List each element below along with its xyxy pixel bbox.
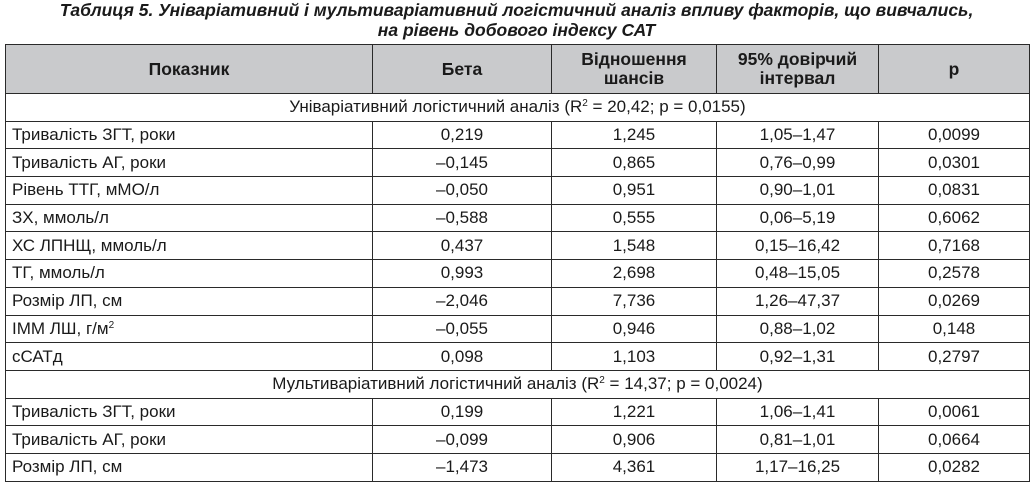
- header-odds-line-1: Відношення: [581, 49, 687, 69]
- cell-p-value: 0,0282: [879, 453, 1030, 481]
- cell-beta: –0,055: [373, 315, 552, 343]
- cell-indicator: [6, 204, 373, 232]
- section-row: [6, 370, 1030, 398]
- cell-p-value: 0,0061: [879, 398, 1030, 426]
- cell-beta: 0,437: [373, 232, 552, 260]
- cell-confidence-interval: 1,17–16,25: [717, 453, 879, 481]
- cell-indicator: [6, 287, 373, 315]
- header-ci-line-1: 95% довірчий: [737, 49, 858, 69]
- section-title: [6, 370, 1030, 398]
- section-title-superscript: 2: [599, 375, 605, 387]
- table-row: [6, 426, 1030, 454]
- indicator-name: Тривалість ЗГТ, роки: [12, 401, 176, 421]
- cell-indicator: [6, 121, 373, 149]
- cell-odds-ratio: 0,555: [552, 204, 717, 232]
- cell-beta: 0,219: [373, 121, 552, 149]
- cell-confidence-interval: 0,88–1,02: [717, 315, 879, 343]
- cell-indicator: [6, 398, 373, 426]
- cell-odds-ratio: 0,906: [552, 426, 717, 454]
- cell-beta: 0,098: [373, 343, 552, 371]
- header-odds-ratio: [552, 45, 717, 94]
- cell-confidence-interval: 1,06–1,41: [717, 398, 879, 426]
- indicator-name: Тривалість ЗГТ, роки: [12, 125, 176, 145]
- cell-p-value: 0,0301: [879, 149, 1030, 177]
- cell-indicator: [6, 315, 373, 343]
- table-row: [6, 204, 1030, 232]
- indicator-name: Рівень ТТГ, мМО/л: [12, 180, 160, 200]
- table-header: [6, 45, 1030, 94]
- cell-odds-ratio: 0,865: [552, 149, 717, 177]
- cell-odds-ratio: 0,951: [552, 177, 717, 205]
- cell-p-value: 0,2797: [879, 343, 1030, 371]
- header-beta: Бета: [373, 45, 552, 94]
- cell-odds-ratio: 2,698: [552, 260, 717, 288]
- cell-beta: –0,099: [373, 426, 552, 454]
- section-title-superscript: 2: [582, 98, 588, 110]
- table-row: [6, 149, 1030, 177]
- cell-p-value: 0,7168: [879, 232, 1030, 260]
- cell-confidence-interval: 0,48–15,05: [717, 260, 879, 288]
- cell-odds-ratio: 1,103: [552, 343, 717, 371]
- cell-indicator: [6, 260, 373, 288]
- cell-confidence-interval: 1,26–47,37: [717, 287, 879, 315]
- cell-p-value: 0,0099: [879, 121, 1030, 149]
- section-title-text: Уніваріативний логістичний аналіз (R: [289, 97, 583, 117]
- indicator-unit-superscript: 2: [108, 319, 115, 331]
- cell-p-value: 0,0664: [879, 426, 1030, 454]
- cell-odds-ratio: 1,221: [552, 398, 717, 426]
- cell-indicator: [6, 232, 373, 260]
- cell-beta: –1,473: [373, 453, 552, 481]
- indicator-name: Тривалість АГ, роки: [12, 429, 166, 449]
- table-row: [6, 260, 1030, 288]
- header-indicator: Показник: [6, 45, 373, 94]
- cell-beta: 0,199: [373, 398, 552, 426]
- cell-confidence-interval: 1,05–1,47: [717, 121, 879, 149]
- section-title: [6, 94, 1030, 122]
- section-row: [6, 94, 1030, 122]
- header-p-value: р: [879, 45, 1030, 94]
- indicator-name: сСАТд: [12, 346, 63, 366]
- table-row: [6, 121, 1030, 149]
- cell-indicator: [6, 426, 373, 454]
- cell-odds-ratio: 4,361: [552, 453, 717, 481]
- table-row: [6, 287, 1030, 315]
- table-body: [6, 94, 1030, 482]
- cell-indicator: [6, 453, 373, 481]
- cell-beta: 0,993: [373, 260, 552, 288]
- section-title-text: Мультиваріативний логістичний аналіз (R: [272, 374, 600, 394]
- caption-line-2: на рівень добового індексу САТ: [377, 20, 656, 40]
- logistic-analysis-table: [5, 44, 1030, 482]
- cell-confidence-interval: 0,81–1,01: [717, 426, 879, 454]
- section-title-stats: = 20,42; р = 0,0155): [587, 97, 746, 117]
- table-row: [6, 177, 1030, 205]
- cell-beta: –0,145: [373, 149, 552, 177]
- cell-confidence-interval: 0,76–0,99: [717, 149, 879, 177]
- cell-indicator: [6, 343, 373, 371]
- indicator-name: Тривалість АГ, роки: [12, 152, 166, 172]
- cell-beta: –2,046: [373, 287, 552, 315]
- header-confidence-interval: [717, 45, 879, 94]
- table-row: [6, 232, 1030, 260]
- table-caption: [0, 0, 1033, 40]
- table-row: [6, 343, 1030, 371]
- header-odds-line-2: шансів: [603, 68, 665, 88]
- indicator-name: ІММ ЛШ, г/м: [12, 318, 109, 338]
- cell-odds-ratio: 0,946: [552, 315, 717, 343]
- indicator-name: ХС ЛПНЩ, ммоль/л: [12, 235, 167, 255]
- cell-p-value: 0,6062: [879, 204, 1030, 232]
- cell-odds-ratio: 1,548: [552, 232, 717, 260]
- indicator-name: Розмір ЛП, см: [12, 291, 123, 311]
- table-row: [6, 453, 1030, 481]
- cell-p-value: 0,2578: [879, 260, 1030, 288]
- cell-confidence-interval: 0,92–1,31: [717, 343, 879, 371]
- indicator-name: Розмір ЛП, см: [12, 457, 123, 477]
- cell-odds-ratio: 1,245: [552, 121, 717, 149]
- cell-beta: –0,050: [373, 177, 552, 205]
- header-ci-line-2: інтервал: [759, 68, 836, 88]
- cell-beta: –0,588: [373, 204, 552, 232]
- indicator-name: ЗХ, ммоль/л: [12, 208, 109, 228]
- cell-p-value: 0,0269: [879, 287, 1030, 315]
- indicator-name: ТГ, ммоль/л: [12, 263, 105, 283]
- table-row: [6, 398, 1030, 426]
- section-title-stats: = 14,37; р = 0,0024): [604, 374, 763, 394]
- cell-indicator: [6, 149, 373, 177]
- table-row: [6, 315, 1030, 343]
- cell-confidence-interval: 0,06–5,19: [717, 204, 879, 232]
- cell-p-value: 0,0831: [879, 177, 1030, 205]
- caption-line-1: Таблиця 5. Уніваріативний і мультиваріативний логістичний аналіз впливу факторів, що вивчались,: [59, 0, 974, 20]
- cell-indicator: [6, 177, 373, 205]
- cell-odds-ratio: 7,736: [552, 287, 717, 315]
- cell-p-value: 0,148: [879, 315, 1030, 343]
- header-row: [6, 45, 1030, 94]
- cell-confidence-interval: 0,15–16,42: [717, 232, 879, 260]
- cell-confidence-interval: 0,90–1,01: [717, 177, 879, 205]
